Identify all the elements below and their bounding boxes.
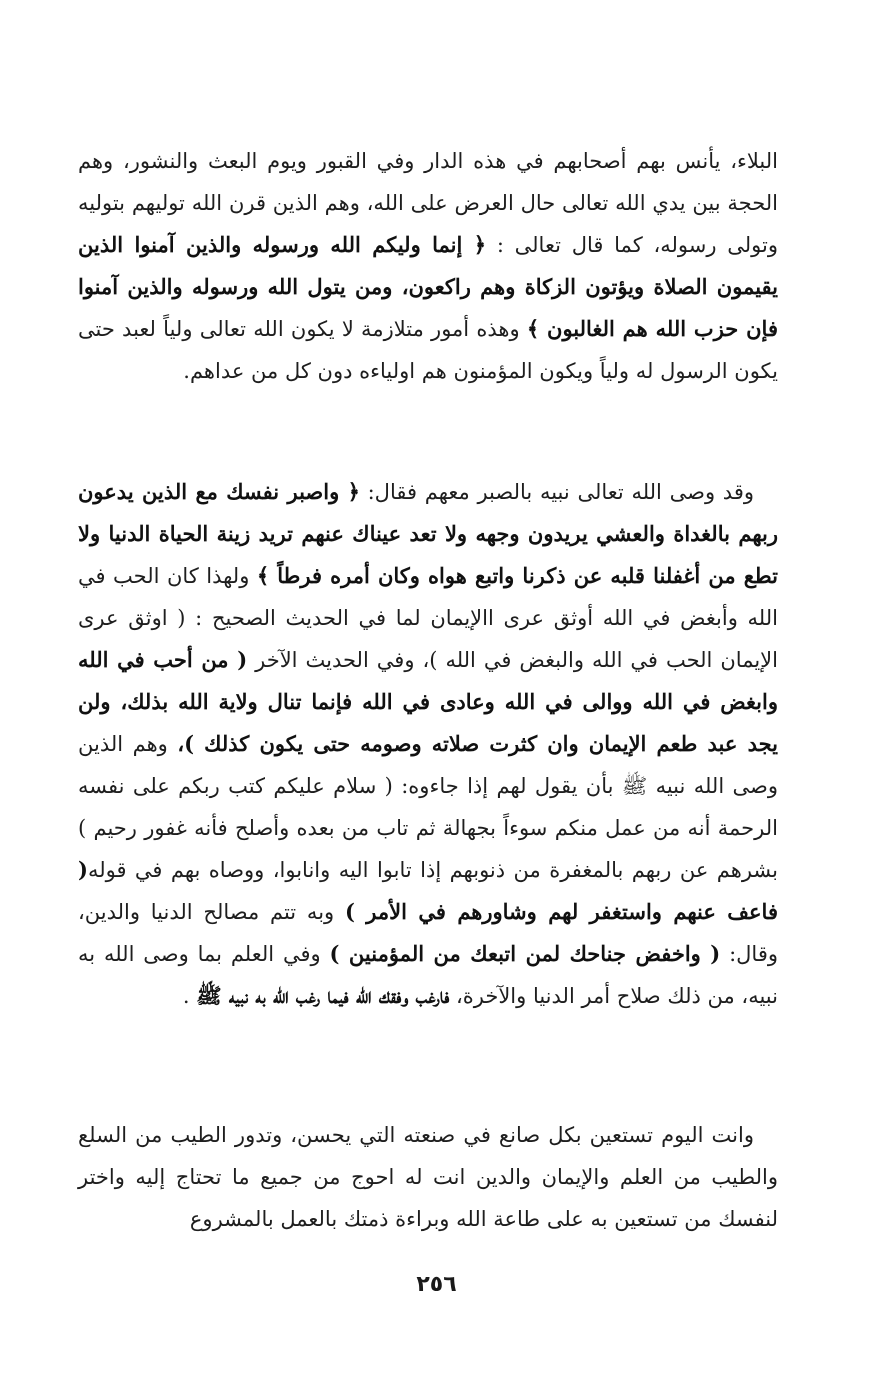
paragraph-1-part-1: البلاء، يأنس بهم أصحابهم في هذه الدار وفي القبور ويوم البعث والنشور، وهم الحجة بين يدي الله تعالى حال العرض على الله، وهم الذين قرن الله توليهم بتوليه وتولى رسوله، كما قال تعالى : [78, 149, 778, 257]
quran-verse-1: ﴿ إنما وليكم الله ورسوله والذين آمنوا الذين يقيمون الصلاة ويؤتون الزكاة وهم راكعون، ومن يتول الله ورسوله والذين آمنوا فإن حزب الله هم الغالبون ﴾ [78, 232, 778, 341]
paragraph-1-text [78, 140, 778, 392]
paragraph-1-part-2: وهذه أمور متلازمة لا يكون الله تعالى ولياً لعبد حتى يكون الرسول له ولياً ويكون المؤمنون هم اولياءه دون كل من عداهم. [78, 317, 778, 383]
paragraph-2 [78, 471, 778, 1017]
paragraph-2-part-4: وبه تتم مصالح الدنيا والدين، وقال: [78, 900, 778, 966]
paragraph-2-part-1: وقد وصى الله تعالى نبيه بالصبر معهم فقال: [359, 480, 755, 504]
paragraph-3 [78, 1114, 778, 1240]
paragraph-2-part-6: . [182, 984, 197, 1008]
paragraph-1 [78, 140, 778, 392]
paragraph-2-part-5: وفي العلم بما وصى الله به نبيه، من ذلك صلاح أمر الدنيا والآخرة، [78, 942, 778, 1008]
paragraph-2-part-3: وهم الذين وصى الله نبيه ﷺ بأن يقول لهم إذا جاءوه: ( سلام عليكم كتب ربكم على نفسه الرحمة أنه من عمل منكم سوءاً بجهالة ثم تاب من بعده وأصلح فأنه غفور رحيم ) بشرهم عن ربهم بالمغفرة من ذنوبهم إذا تابوا اليه وانابوا، ووصاه بهم في قوله [78, 732, 778, 882]
paragraph-2-text [78, 471, 778, 1017]
closing-exhortation: فارغب وفقك الله فيما رغب الله به نبيه ﷺ [196, 983, 450, 1008]
quran-verse-3: ( فاعف عنهم واستغفر لهم وشاورهم في الأمر ) [78, 857, 778, 924]
hadith-quote: ( من أحب في الله وابغض في الله ووالى في الله وعادى في الله فإنما تنال ولاية الله بذلك، ولن يجد عبد طعم الإيمان وان كثرت صلاته وصومه حتى يكون كذلك )، [78, 647, 778, 756]
paragraph-3-part-1: وانت اليوم تستعين بكل صانع في صنعته التي يحسن، وتدور الطيب من السلع والطيب من العلم والإيمان والدين انت له احوج من جميع ما تحتاج إليه واختر لنفسك من تستعين به على طاعة الله وبراءة ذمتك بالعمل بالمشروع [78, 1123, 778, 1231]
paragraph-3-text [78, 1114, 778, 1240]
quran-verse-2: ﴿ واصبر نفسك مع الذين يدعون ربهم بالغداة والعشي يريدون وجهه ولا تعد عيناك عنهم تريد زينة الحياة الدنيا ولا تطع من أغفلنا قلبه عن ذكرنا واتبع هواه وكان أمره فرطاً ﴾ [78, 479, 778, 588]
paragraph-2-part-2: ولهذا كان الحب في الله وأبغض في الله أوثق عرى االإيمان لما في الحديث الصحيح : ( اوثق عرى الإيمان الحب في الله والبغض في الله )، وفي الحديث الآخر [78, 564, 778, 672]
quran-verse-4: ( واخفض جناحك لمن اتبعك من المؤمنين ) [329, 941, 721, 966]
page-number: ٢٥٦ [416, 1272, 457, 1297]
